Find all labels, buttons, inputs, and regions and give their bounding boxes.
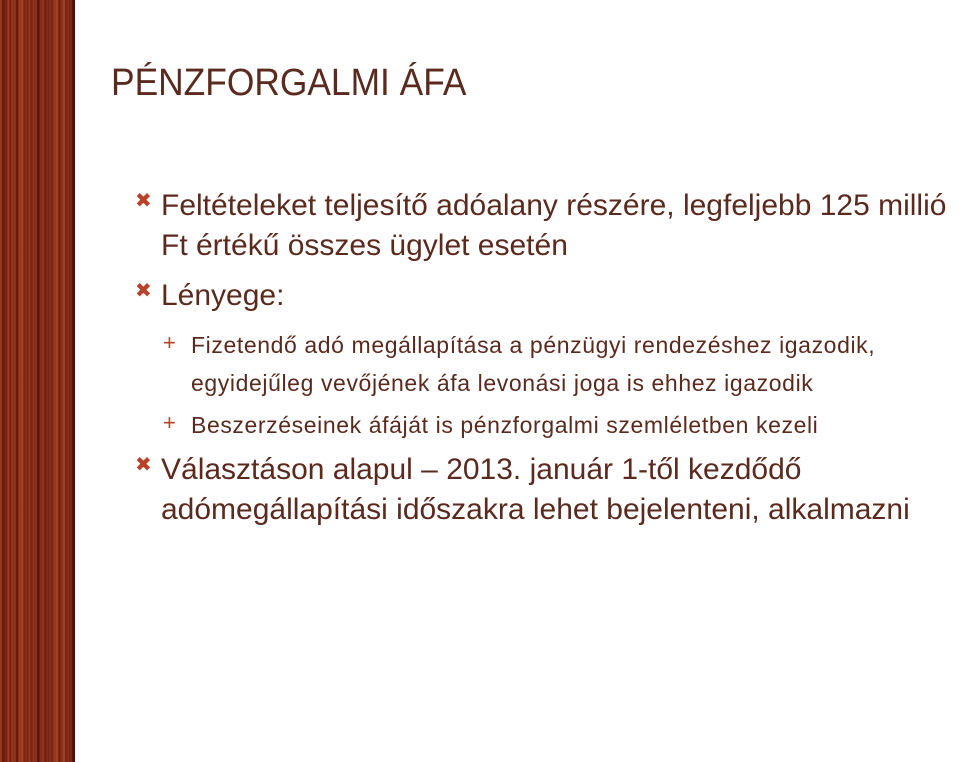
slide-title: PÉNZFORGALMI ÁFA xyxy=(111,62,467,104)
x-bullet-icon: ✖ xyxy=(135,280,152,302)
sub-bullet-text: Fizetendő adó megállapítása a pénzügyi rendezéshez igazodik, egyidejűleg vevőjének áfa levonási joga is ehhez igazodik xyxy=(191,332,876,396)
slide-content xyxy=(133,186,959,540)
plus-bullet-icon: + xyxy=(163,410,177,435)
bullet-item xyxy=(133,186,959,266)
bullet-text: Lényege: xyxy=(161,279,285,312)
bullet-text: Választáson alapul – 2013. január 1-től kezdődő adómegállapítási időszakra lehet bejelenteni, alkalmazni xyxy=(161,453,910,526)
bullet-item xyxy=(133,450,959,530)
sub-bullet-item xyxy=(133,406,959,444)
plus-bullet-icon: + xyxy=(163,330,177,355)
bullet-text: Feltételeket teljesítő adóalany részére, legfeljebb 125 millió Ft értékű összes ügylet esetén xyxy=(161,189,947,262)
x-bullet-icon: ✖ xyxy=(135,190,152,212)
x-bullet-icon: ✖ xyxy=(135,454,152,476)
decorative-side-stripe xyxy=(0,0,75,762)
sub-bullet-text: Beszerzéseinek áfáját is pénzforgalmi szemléletben kezeli xyxy=(191,412,819,438)
bullet-item xyxy=(133,276,959,316)
sub-bullet-item xyxy=(133,326,959,402)
